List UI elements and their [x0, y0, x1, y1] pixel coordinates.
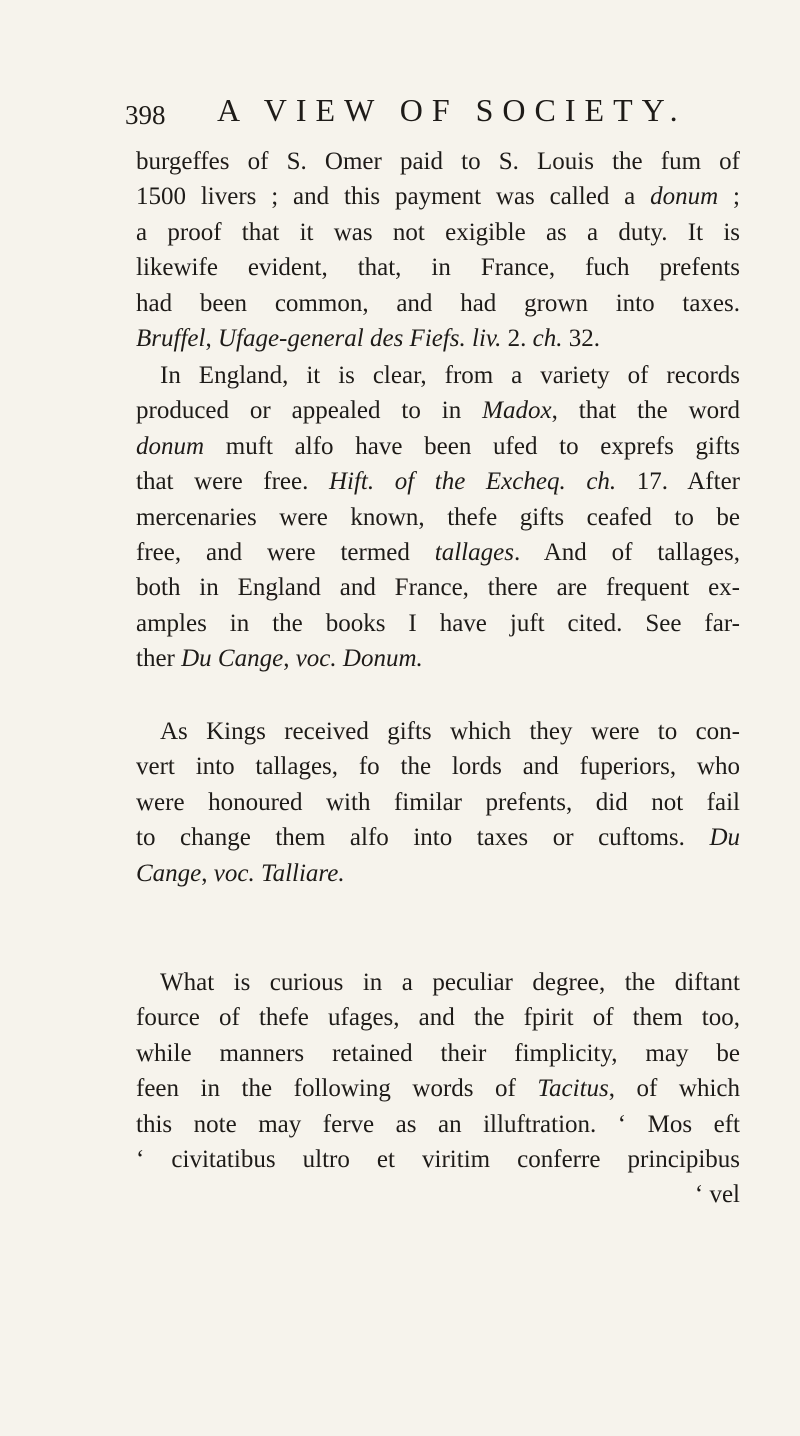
- paragraph: [136, 714, 740, 891]
- paragraph: [136, 965, 740, 1213]
- text-line: [136, 1036, 740, 1071]
- text-run: . And of tallages,: [513, 538, 740, 566]
- text-line: [136, 286, 740, 321]
- text-run: 32.: [562, 324, 601, 352]
- text-run: that were free.: [136, 468, 329, 496]
- running-title: A VIEW OF SOCIETY.: [217, 92, 687, 128]
- italic-text: Hift. of the Excheq. ch.: [328, 468, 617, 496]
- text-line: [136, 1142, 740, 1177]
- text-line: [136, 570, 740, 605]
- text-run: As Kings received gifts which they were to con-: [160, 718, 740, 745]
- text-line: [136, 965, 740, 1000]
- italic-text: donum: [650, 183, 719, 211]
- text-line: [136, 215, 740, 250]
- text-run: 2.: [501, 324, 533, 352]
- text-line: [136, 714, 740, 749]
- text-run: fource of thefe ufages, and the fpirit of them too,: [136, 1004, 740, 1032]
- text-run: ‘ vel: [694, 1181, 740, 1209]
- page-number: 398: [125, 100, 166, 130]
- text-run: What is curious in a peculiar degree, the diftant: [160, 969, 740, 996]
- text-line: [136, 535, 740, 570]
- text-run: this note may ferve as an illuftration. ‘ Mos eft: [136, 1110, 740, 1138]
- italic-text: ch.: [532, 324, 563, 352]
- italic-text: Ufage-general des Fiefs. liv.: [217, 324, 502, 352]
- text-run: ,: [283, 645, 296, 673]
- text-line: [136, 464, 740, 499]
- italic-text: tallages: [434, 538, 514, 566]
- text-run: a proof that it was not exigible as a duty. It is: [136, 218, 740, 246]
- text-run: muft alfo have been ufed to exprefs gifts: [204, 432, 740, 460]
- text-run: , that the word: [551, 397, 740, 425]
- running-head: [125, 92, 765, 132]
- text-run: 17. After: [616, 468, 740, 496]
- text-run: ‘ civitatibus ultro et viritim conferre principibus: [136, 1145, 740, 1173]
- text-run: while manners retained their fimplicity, may be: [136, 1039, 740, 1067]
- italic-text: voc. Talliare.: [213, 859, 345, 887]
- text-run: amples in the books I have juft cited. See far-: [136, 609, 740, 637]
- italic-text: Bruffel: [136, 324, 206, 352]
- text-run: mercenaries were known, thefe gifts ceafed to be: [136, 503, 740, 531]
- paragraph: [136, 144, 740, 356]
- text-run: , of which: [608, 1075, 740, 1103]
- text-run: ,: [205, 324, 218, 352]
- text-run: 1500 livers ; and this payment was called a: [136, 183, 651, 211]
- italic-text: donum: [136, 432, 205, 460]
- text-line: [136, 1177, 740, 1212]
- text-run: burgeffes of S. Omer paid to S. Louis the fum of: [136, 148, 740, 175]
- italic-text: Tacitus: [537, 1075, 609, 1103]
- text-run: ,: [201, 859, 214, 887]
- text-line: [136, 429, 740, 464]
- text-run: feen in the following words of: [136, 1075, 538, 1103]
- text-line: [136, 641, 740, 676]
- text-line: [136, 785, 740, 820]
- italic-text: Du: [709, 824, 740, 852]
- text-line: [136, 820, 740, 855]
- italic-text: Cange: [136, 859, 202, 887]
- text-run: In England, it is clear, from a variety of records: [160, 362, 740, 389]
- text-line: [136, 749, 740, 784]
- text-line: [136, 500, 740, 535]
- text-line: [136, 358, 740, 393]
- text-run: to change them alfo into taxes or cuftoms.: [136, 824, 710, 852]
- text-line: [136, 606, 740, 641]
- text-run: were honoured with fimilar prefents, did not fail: [136, 788, 740, 816]
- text-run: produced or appealed to in: [136, 397, 483, 425]
- paragraph: [136, 358, 740, 677]
- text-line: [136, 250, 740, 285]
- text-run: both in England and France, there are frequent ex-: [136, 574, 740, 602]
- text-run: ;: [718, 183, 740, 211]
- text-run: free, and were termed: [136, 538, 435, 566]
- italic-text: Du Cange: [181, 645, 284, 673]
- text-run: had been common, and had grown into taxes.: [136, 289, 740, 317]
- text-line: [136, 856, 740, 891]
- text-line: [136, 1071, 740, 1106]
- text-run: likewife evident, that, in France, fuch prefents: [136, 254, 740, 282]
- text-run: vert into tallages, fo the lords and fuperiors, who: [136, 753, 740, 781]
- text-line: [136, 1107, 740, 1142]
- text-line: [136, 321, 740, 356]
- text-line: [136, 144, 740, 179]
- text-run: ther: [136, 645, 182, 673]
- italic-text: Madox: [482, 397, 552, 425]
- text-line: [136, 179, 740, 214]
- italic-text: voc. Donum.: [295, 645, 423, 673]
- text-line: [136, 393, 740, 428]
- text-line: [136, 1000, 740, 1035]
